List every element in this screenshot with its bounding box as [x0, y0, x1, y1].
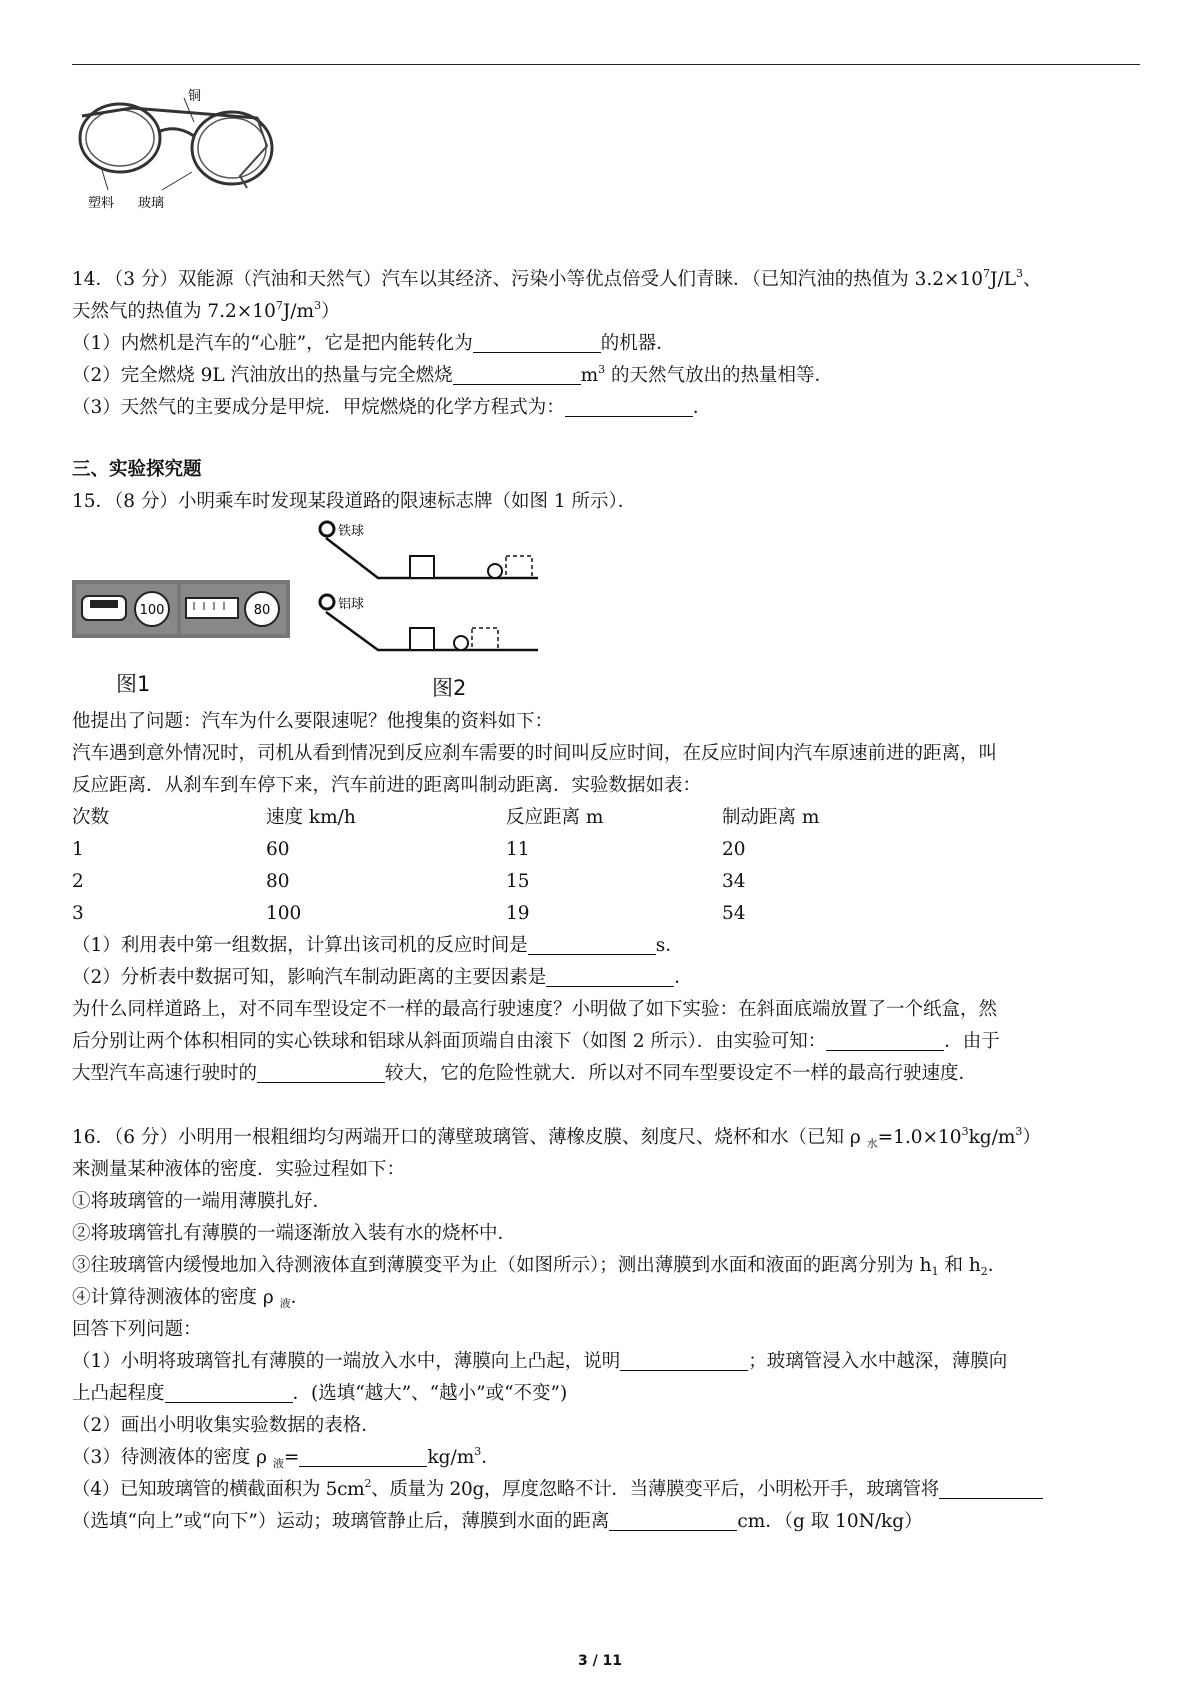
q15-l1: 他提出了问题：汽车为什么要限速呢？他搜集的资料如下： [72, 711, 554, 732]
q14-part3: （3）天然气的主要成分是甲烷．甲烷燃烧的化学方程式为： ． [72, 392, 711, 424]
answer-blank[interactable] [939, 1476, 1043, 1499]
q15-l6: 大型汽车高速行驶时的 较大，它的危险性就大．所以对不同车型要设定不一样的最高行驶速度． [72, 1058, 977, 1090]
answer-blank[interactable] [546, 964, 674, 987]
header-rule [72, 64, 1140, 65]
answer-blank[interactable] [565, 394, 693, 417]
car-limit: 100 [139, 603, 165, 618]
answer-blank[interactable] [609, 1508, 737, 1531]
speed-limit-sign [72, 580, 290, 638]
q15-part1: （1）利用表中第一组数据，计算出该司机的反应时间是 s． [72, 930, 684, 962]
q16-answer-intro: 回答下列问题： [72, 1319, 202, 1340]
answer-blank[interactable] [165, 1380, 293, 1403]
q15-l4: 为什么同样道路上，对不同车型设定不一样的最高行驶速度？小明做了如下实验：在斜面底端放置了一个纸盒，然 [72, 999, 998, 1020]
bus-limit: 80 [253, 603, 271, 618]
page-number: 3 / 11 [577, 1653, 623, 1669]
table-cell: 2 [72, 871, 84, 892]
table-cell: 19 [506, 903, 530, 924]
table-cell: 15 [506, 871, 530, 892]
table-cell: 54 [722, 903, 746, 924]
q14-part1: （1）内燃机是汽车的“心脏”，它是把内能转化为 的机器． [72, 328, 675, 360]
table-row [72, 898, 972, 930]
answer-blank[interactable] [528, 932, 656, 955]
car-icon [82, 596, 126, 620]
q16-step2: ②将玻璃管扎有薄膜的一端逐渐放入装有水的烧杯中． [72, 1223, 517, 1244]
table-header: 制动距离 m [722, 807, 820, 828]
incline-experiment-figure [318, 520, 542, 672]
q16-part4: （4）已知玻璃管的横截面积为 $5cm^2$、质量为 20g，厚度忽略不计．当薄膜变平后，小明松开手，玻璃管将 [72, 1474, 1043, 1506]
answer-blank[interactable] [826, 1028, 944, 1051]
glasses-figure [72, 86, 292, 226]
table-header-row [72, 802, 972, 834]
q15-l3: 反应距离．从刹车到车停下来，汽车前进的距离叫制动距离．实验数据如表： [72, 775, 702, 796]
bus-icon [186, 598, 238, 618]
label-iron-ball: 铁球 [338, 524, 365, 539]
q15-l2: 汽车遇到意外情况时，司机从看到情况到反应刹车需要的时间叫反应时间，在反应时间内汽车原速前进的距离，叫 [72, 743, 998, 764]
q14-line2: 天然气的热值为 $7.2\times 10^7J/m^3$） [72, 299, 340, 322]
label-glass: 玻璃 [138, 196, 165, 211]
q14-part2: （2）完全燃烧 9L 汽油放出的热量与完全燃烧 $m^3$ 的天然气放出的热量相等． [72, 363, 834, 386]
table-header: 次数 [72, 807, 110, 828]
q16-l2: 来测量某种液体的密度．实验过程如下： [72, 1159, 406, 1180]
answer-blank[interactable] [620, 1348, 748, 1371]
q16-step4: ④计算待测液体的密度 ρ $_液$． [72, 1287, 310, 1310]
label-al-ball: 铝球 [338, 597, 365, 612]
label-copper: 铜 [188, 89, 202, 104]
table-cell: 11 [506, 839, 530, 860]
table-row [72, 866, 972, 898]
q16-head: 16．（6 分）小明用一根粗细均匀两端开口的薄壁玻璃管、薄橡皮膜、刻度尺、烧杯和水（已知 ρ $_水=1.0\times 10^3kg/m^3$） [72, 1125, 1041, 1150]
q16-part3: （3）待测液体的密度 ρ $_液= kg/m^3$． [72, 1445, 500, 1470]
table-cell: 34 [722, 871, 746, 892]
table-cell: 100 [266, 903, 302, 924]
table-cell: 3 [72, 903, 84, 924]
q15-head: 15．（8 分）小明乘车时发现某段道路的限速标志牌（如图 1 所示）． [72, 491, 637, 512]
q16-step1: ①将玻璃管的一端用薄膜扎好． [72, 1191, 332, 1212]
q14-head: 14．（3 分）双能源（汽油和天然气）汽车以其经济、污染小等优点倍受人们青睐．（已知汽油的热值为 $3.2\times 10^7J/L^3$、 [72, 267, 1042, 290]
label-plastic: 塑料 [88, 196, 115, 211]
fig2-caption: 图2 [432, 676, 467, 700]
answer-blank[interactable] [299, 1444, 427, 1467]
table-header: 反应距离 m [506, 807, 604, 828]
table-row [72, 834, 972, 866]
answer-blank[interactable] [257, 1060, 385, 1083]
q15-part2: （2）分析表中数据可知，影响汽车制动距离的主要因素是 ． [72, 962, 693, 994]
table-cell: 1 [72, 839, 84, 860]
table-cell: 80 [266, 871, 290, 892]
q15-l5: 后分别让两个体积相同的实心铁球和铝球从斜面顶端自由滚下（如图 2 所示）．由实验可知： ．由于 [72, 1026, 1000, 1058]
q16-part1: （1）小明将玻璃管扎有薄膜的一端放入水中，薄膜向上凸起，说明 ；玻璃管浸入水中越深，薄膜向 [72, 1346, 1007, 1378]
table-header: 速度 km/h [266, 807, 356, 828]
q16-part4-cont: （选填“向上”或“向下”）运动；玻璃管静止后，薄膜到水面的距离 cm．（g 取 10N/kg） [72, 1506, 923, 1538]
fig1-caption: 图1 [116, 672, 151, 696]
table-cell: 20 [722, 839, 746, 860]
q16-part1-cont: 上凸起程度 ．(选填“越大”、“越小”或“不变”) [72, 1378, 567, 1410]
q16-part2: （2）画出小明收集实验数据的表格． [72, 1415, 380, 1436]
section-title: 三、实验探究题 [72, 459, 202, 480]
answer-blank[interactable] [453, 362, 581, 385]
table-cell: 60 [266, 839, 290, 860]
answer-blank[interactable] [473, 330, 601, 353]
q16-step3: ③往玻璃管内缓慢地加入待测液体直到薄膜变平为止（如图所示）；测出薄膜到水面和液面的距离分别为 $h_1$ 和 $h_2$． [72, 1255, 1007, 1278]
